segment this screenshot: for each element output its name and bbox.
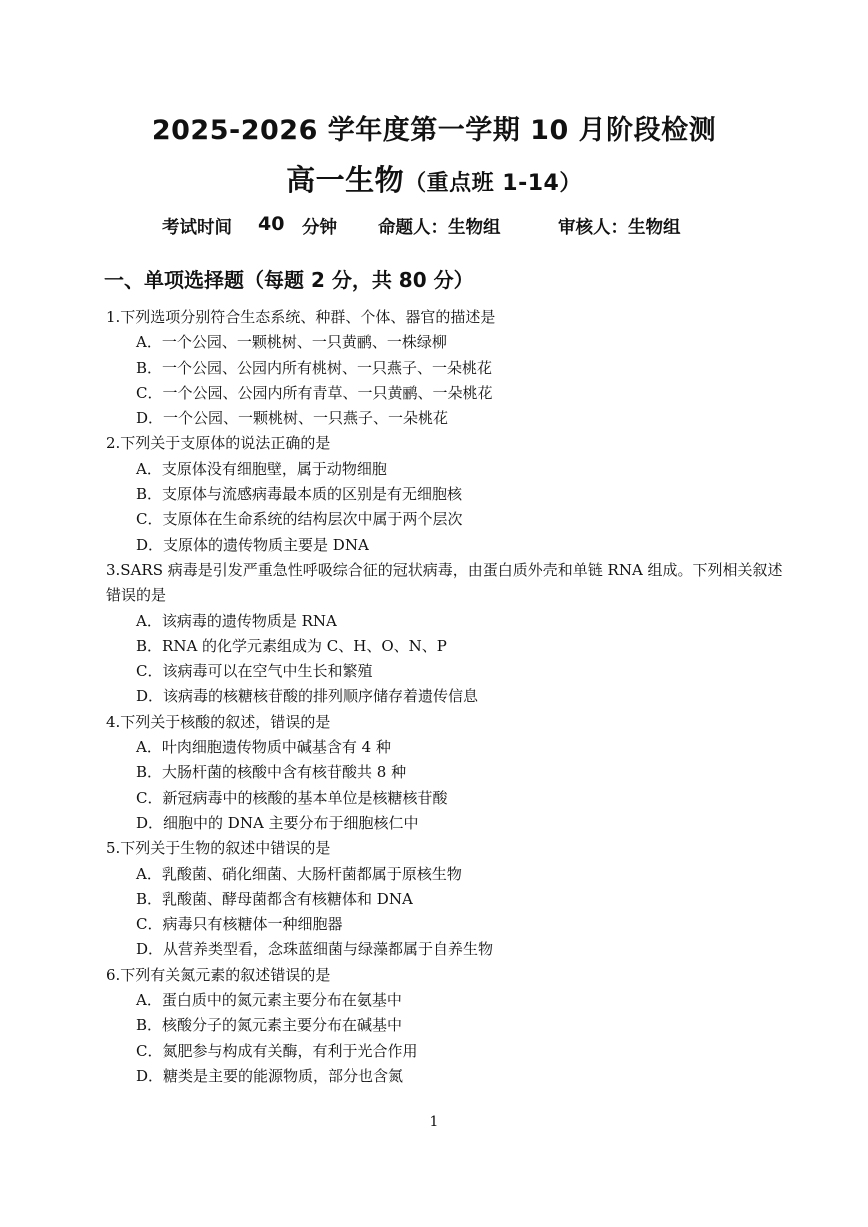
option-a: A．叶肉细胞遗传物质中碱基含有 4 种: [136, 738, 391, 757]
exam-title: 2025-2026 学年度第一学期 10 月阶段检测: [151, 115, 717, 146]
option-b: B．一个公园、公园内所有桃树、一只燕子、一朵桃花: [136, 358, 493, 377]
subject-name: 高一生物: [286, 163, 405, 197]
question-stem: 2.下列关于支原体的说法正确的是: [106, 434, 331, 453]
option-b: B．支原体与流感病毒最本质的区别是有无细胞核: [136, 485, 463, 504]
question-stem: 5.下列关于生物的叙述中错误的是: [106, 839, 331, 858]
option-d: D．该病毒的核糖核苷酸的排列顺序储存着遗传信息: [136, 687, 479, 706]
page-number: 1: [429, 1114, 439, 1130]
exam-time-value: 40: [258, 213, 285, 235]
exam-time-label: 考试时间: [162, 218, 232, 238]
question-6: [106, 963, 786, 1089]
question-list: [106, 305, 786, 1089]
option-a: A．一个公园、一颗桃树、一只黄鹂、一株绿柳: [136, 333, 447, 352]
option-c: C．新冠病毒中的核酸的基本单位是核糖核苷酸: [136, 788, 448, 807]
option-a: A．蛋白质中的氮元素主要分布在氨基中: [136, 991, 402, 1010]
option-c: C．氮肥参与构成有关酶，有利于光合作用: [136, 1041, 418, 1060]
exam-subtitle: [0, 158, 868, 199]
option-b: B．乳酸菌、酵母菌都含有核糖体和 DNA: [136, 889, 413, 908]
option-a: A．该病毒的遗传物质是 RNA: [136, 611, 337, 630]
option-b: B．大肠杆菌的核酸中含有核苷酸共 8 种: [136, 763, 407, 782]
option-c: C．该病毒可以在空气中生长和繁殖: [136, 662, 373, 681]
option-d: D．从营养类型看，念珠蓝细菌与绿藻都属于自养生物: [136, 940, 494, 959]
question-5: [106, 836, 786, 962]
question-stem: 4.下列关于核酸的叙述，错误的是: [106, 712, 331, 731]
option-a: A．乳酸菌、硝化细菌、大肠杆菌都属于原核生物: [136, 864, 462, 883]
question-2: [106, 431, 786, 557]
option-d: D．细胞中的 DNA 主要分布于细胞核仁中: [136, 813, 419, 832]
option-b: B．RNA 的化学元素组成为 C、H、O、N、P: [136, 636, 447, 655]
question-stem: 3.SARS 病毒是引发严重急性呼吸综合征的冠状病毒，由蛋白质外壳和单链 RNA 组成。下列相关叙述错误的是: [106, 560, 783, 605]
option-c: C．一个公园、公园内所有青草、一只黄鹂、一朵桃花: [136, 383, 493, 402]
option-d: D．支原体的遗传物质主要是 DNA: [136, 535, 369, 554]
question-3: [106, 558, 786, 710]
question-1: [106, 305, 786, 431]
option-b: B．核酸分子的氮元素主要分布在碱基中: [136, 1016, 403, 1035]
option-c: C．支原体在生命系统的结构层次中属于两个层次: [136, 510, 463, 529]
question-setter: 命题人：生物组: [378, 218, 501, 238]
question-4: [106, 710, 786, 836]
section-title: 一、单项选择题（每题 2 分，共 80 分）: [104, 268, 474, 292]
question-stem: 6.下列有关氮元素的叙述错误的是: [106, 965, 331, 984]
question-stem: 1.下列选项分别符合生态系统、种群、个体、器官的描述是: [106, 308, 496, 326]
question-reviewer: 审核人：生物组: [558, 218, 681, 238]
option-c: C．病毒只有核糖体一种细胞器: [136, 915, 343, 934]
option-d: D．糖类是主要的能源物质，部分也含氮: [136, 1066, 404, 1085]
option-d: D．一个公园、一颗桃树、一只燕子、一朵桃花: [136, 409, 449, 428]
option-a: A．支原体没有细胞壁，属于动物细胞: [136, 459, 387, 478]
exam-time-unit: 分钟: [302, 218, 337, 238]
class-range: （重点班 1-14）: [404, 171, 582, 196]
